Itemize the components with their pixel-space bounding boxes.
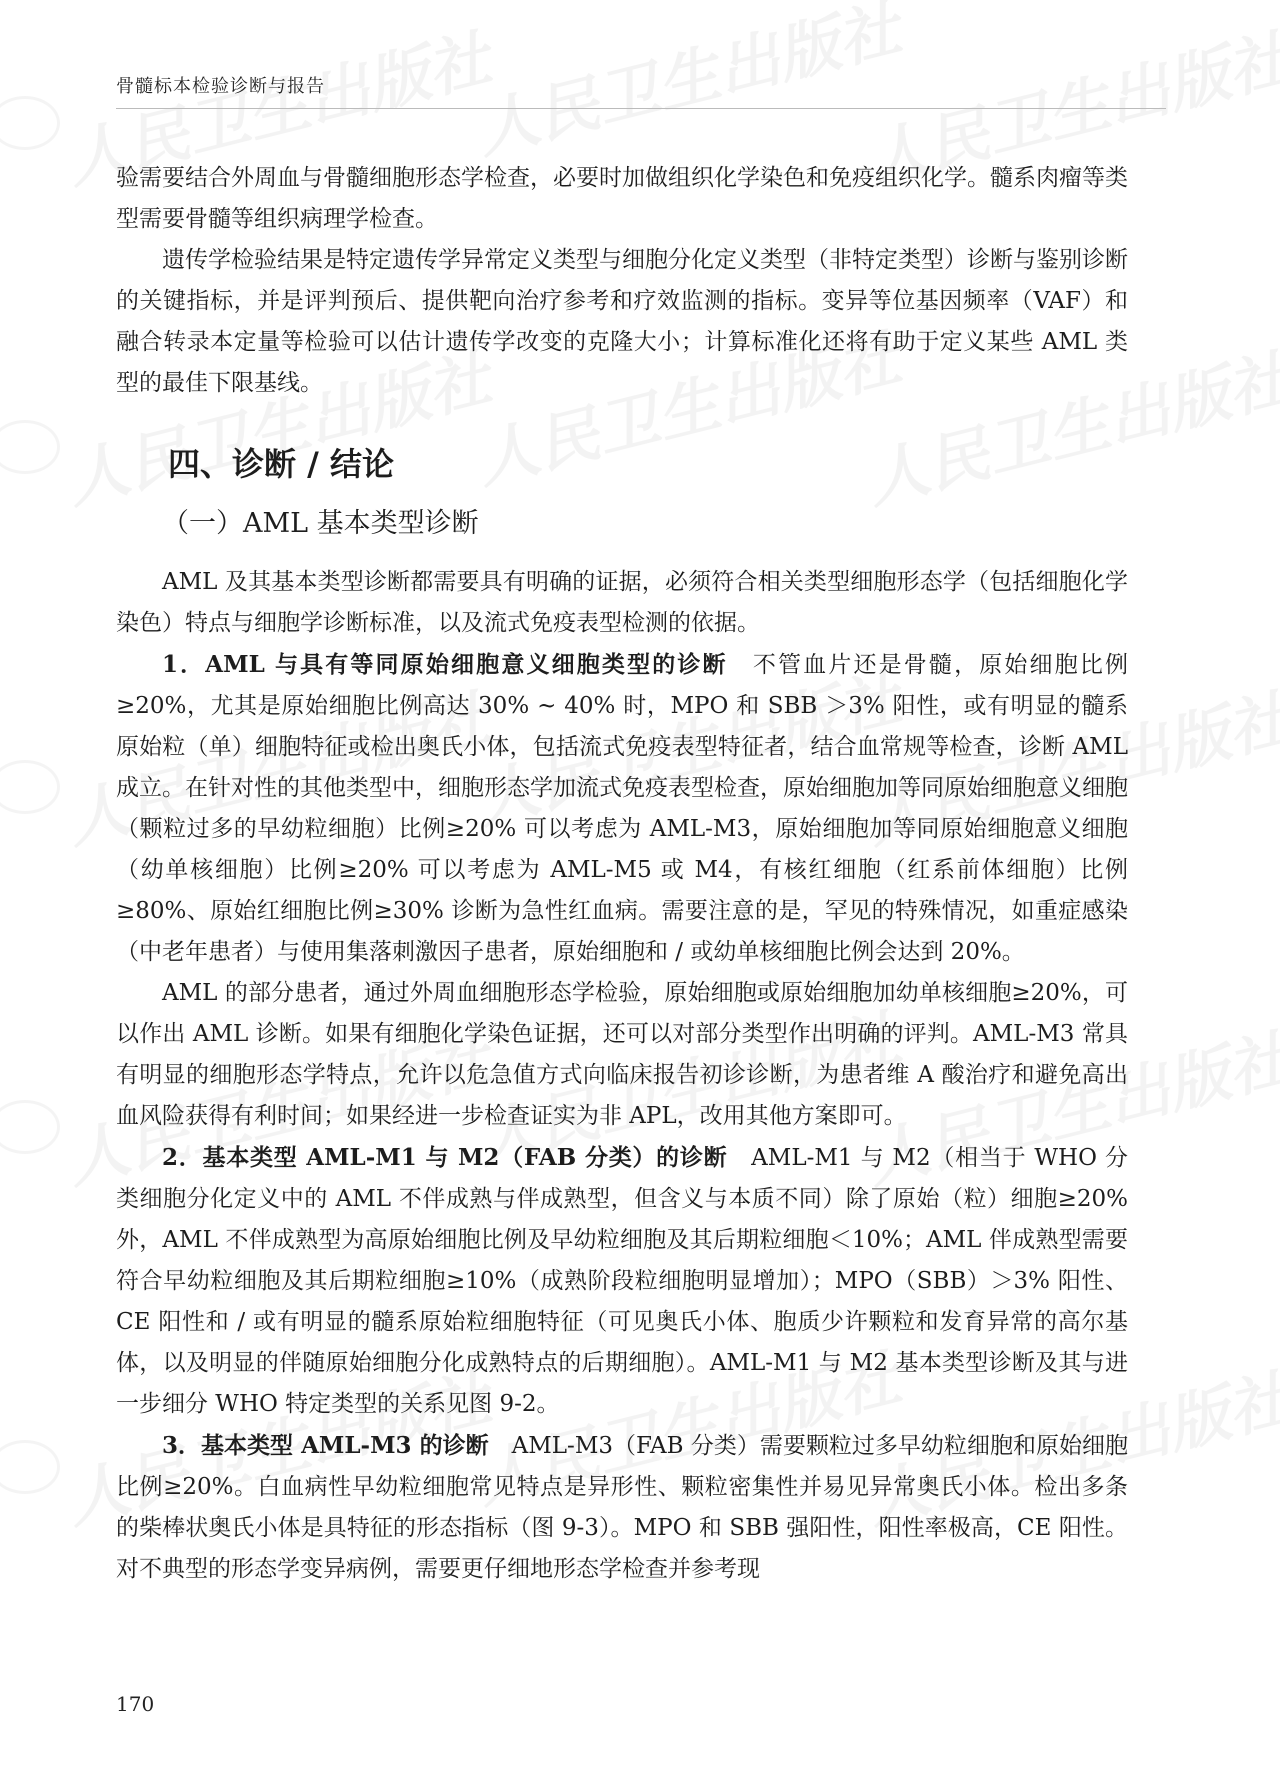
page-body: [116, 158, 1128, 1590]
numbered-item: [116, 1425, 1128, 1590]
watermark-logo: [0, 1440, 60, 1494]
header-divider: [116, 108, 1166, 109]
item-text: 不管血片还是骨髓，原始细胞比例≥20%，尤其是原始细胞比例高达 30% ~ 40% 时，MPO 和 SBB ＞3% 阳性，或有明显的髓系原始粒（单）细胞特征或检出奥氏小体，包括流式免疫表型特征者，结合血常规等检查，诊断 AML 成立。在针对性的其他类型中，细胞形态学加流式免疫表型检查，原始细胞加等同原始细胞意义细胞（颗粒过多的早幼粒细胞）比例≥20% 可以考虑为 AML-M3，原始细胞加等同原始细胞意义细胞（幼单核细胞）比例≥20% 可以考虑为 AML-M5 或 M4，有核红细胞（红系前体细胞）比例≥80%、原始红细胞比例≥30% 诊断为急性红血病。需要注意的是，罕见的特殊情况，如重症感染（中老年患者）与使用集落刺激因子患者，原始细胞和 / 或幼单核细胞比例会达到 20%。: [116, 652, 1128, 965]
running-header: 骨髓标本检验诊断与报告: [116, 76, 325, 97]
paragraph: AML 及其基本类型诊断都需要具有明确的证据，必须符合相关类型细胞形态学（包括细胞化学染色）特点与细胞学诊断标准，以及流式免疫表型检测的依据。: [116, 569, 1128, 636]
section-heading: 四、诊断 / 结论: [168, 445, 394, 483]
item-title: 1．AML 与具有等同原始细胞意义细胞类型的诊断: [162, 651, 728, 678]
watermark-logo: [0, 760, 60, 814]
numbered-item: [116, 644, 1128, 973]
item-text: AML-M1 与 M2（相当于 WHO 分类细胞分化定义中的 AML 不伴成熟与伴成熟型，但含义与本质不同）除了原始（粒）细胞≥20% 外，AML 不伴成熟型为高原始细胞比例及早幼粒细胞及其后期粒细胞＜10%；AML 伴成熟型需要符合早幼粒细胞及其后期粒细胞≥10%（成熟阶段粒细胞明显增加）；MPO（SBB）＞3% 阳性、CE 阳性和 / 或有明显的髓系原始粒细胞特征（可见奥氏小体、胞质少许颗粒和发育异常的高尔基体，以及明显的伴随原始细胞分化成熟特点的后期细胞）。AML-M1 与 M2 基本类型诊断及其与进一步细分 WHO 特定类型的关系见图 9-2。: [116, 1145, 1129, 1417]
paragraph: 验需要结合外周血与骨髓细胞形态学检查，必要时加做组织化学染色和免疫组织化学。髓系肉瘤等类型需要骨髓等组织病理学检查。: [116, 165, 1128, 232]
item-title: 3．基本类型 AML-M3 的诊断: [162, 1432, 489, 1459]
paragraph: 遗传学检验结果是特定遗传学异常定义类型与细胞分化定义类型（非特定类型）诊断与鉴别诊断的关键指标，并是评判预后、提供靶向治疗参考和疗效监测的指标。变异等位基因频率（VAF）和融合转录本定量等检验可以估计遗传学改变的克隆大小；计算标准化还将有助于定义某些 AML 类型的最佳下限基线。: [116, 247, 1128, 396]
page-number: 170: [116, 1692, 155, 1716]
paragraph: AML 的部分患者，通过外周血细胞形态学检验，原始细胞或原始细胞加幼单核细胞≥20%，可以作出 AML 诊断。如果有细胞化学染色证据，还可以对部分类型作出明确的评判。AML-M3 常具有明显的细胞形态学特点，允许以危急值方式向临床报告初诊诊断，为患者维 A 酸治疗和避免高出血风险获得有利时间；如果经进一步检查证实为非 APL，改用其他方案即可。: [116, 980, 1128, 1129]
item-text: AML-M3（FAB 分类）需要颗粒过多早幼粒细胞和原始细胞比例≥20%。白血病性早幼粒细胞常见特点是异形性、颗粒密集性并易见异常奥氏小体。检出多条的柴棒状奥氏小体是具特征的形态指标（图 9-3）。MPO 和 SBB 强阳性，阳性率极高，CE 阳性。对不典型的形态学变异病例，需要更仔细地形态学检查并参考现: [116, 1433, 1128, 1582]
watermark-text: [466, 0, 909, 170]
watermark-logo: [0, 420, 60, 474]
subsection-heading: （一）AML 基本类型诊断: [162, 508, 479, 539]
watermark-logo: [0, 1100, 60, 1154]
watermark-logo: [0, 96, 60, 150]
numbered-item: [116, 1137, 1128, 1425]
item-title: 2．基本类型 AML-M1 与 M2（FAB 分类）的诊断: [162, 1144, 728, 1171]
